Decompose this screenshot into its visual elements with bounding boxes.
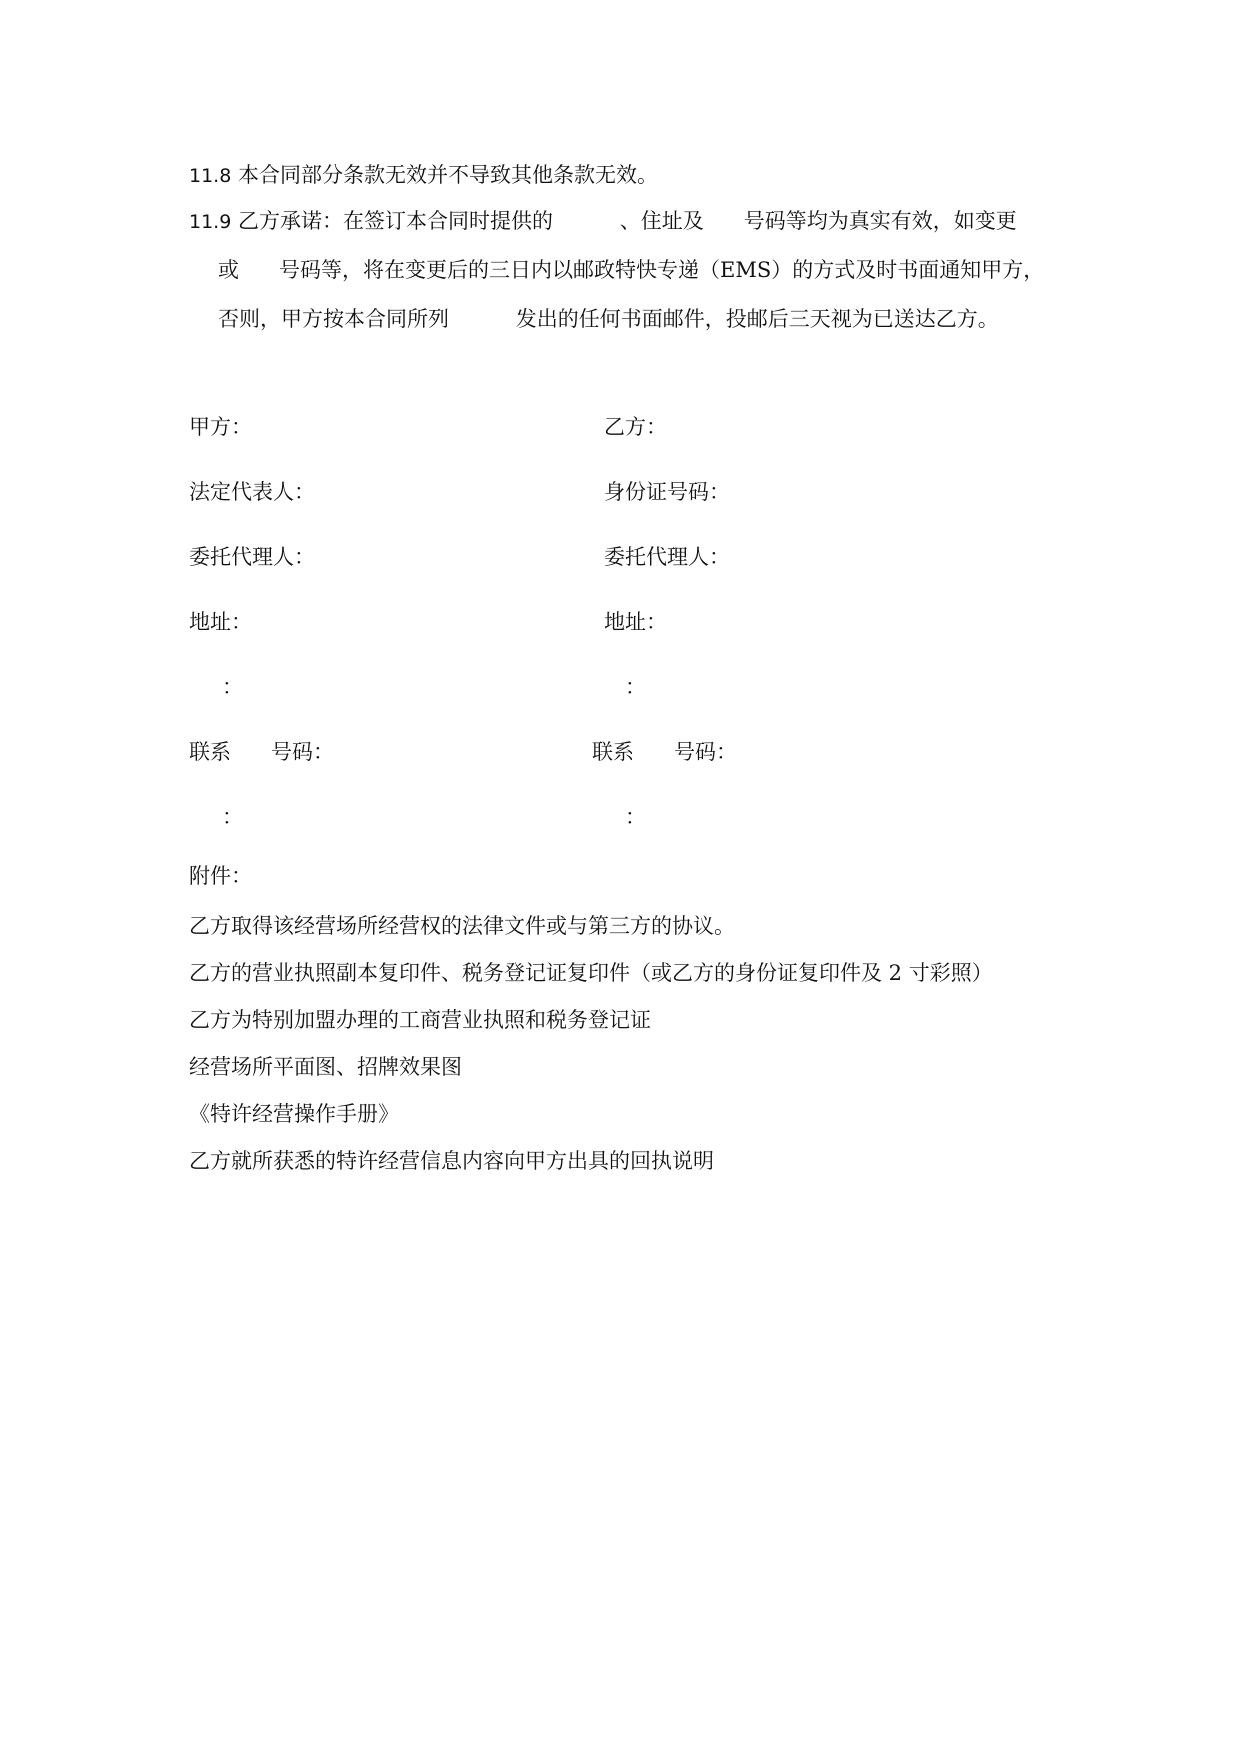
clause-number: 11.8 (189, 165, 232, 187)
legal-representative-label: 法定代表人： (189, 480, 315, 504)
agent-b-label: 委托代理人： (604, 545, 730, 569)
id-number-label: 身份证号码： (604, 480, 730, 504)
clause-text: 乙方承诺：在签订本合同时提供的 、住址及 号码等均为真实有效，如变更 (231, 209, 1017, 233)
blank-label-b-1: ： (625, 675, 646, 699)
contact-b-label: 联系 号码： (592, 740, 738, 764)
attachments-heading: 附件： (189, 864, 252, 888)
clause-11-8 (189, 160, 658, 191)
party-a-label: 甲方： (189, 415, 252, 439)
clause-11-9-line-2: 或 号码等，将在变更后的三日内以邮政特快专递（EMS）的方式及时书面通知甲方， (218, 258, 1045, 282)
clause-11-9-line-3: 否则，甲方按本合同所列 发出的任何书面邮件，投邮后三天视为已送达乙方。 (218, 307, 999, 331)
blank-label-b-2: ： (625, 805, 646, 829)
party-b-label: 乙方： (604, 415, 667, 439)
attachment-item: 经营场所平面图、招牌效果图 (189, 1055, 462, 1079)
blank-label-a-2: ： (222, 805, 243, 829)
clause-11-9-line-1 (189, 206, 1017, 237)
clause-number: 11.9 (189, 211, 232, 233)
attachment-item: 乙方的营业执照副本复印件、税务登记证复印件（或乙方的身份证复印件及 2 寸彩照） (189, 961, 993, 985)
blank-label-a-1: ： (222, 675, 243, 699)
clause-text: 本合同部分条款无效并不导致其他条款无效。 (231, 163, 658, 187)
address-b-label: 地址： (604, 610, 667, 634)
attachment-item: 乙方就所获悉的特许经营信息内容向甲方出具的回执说明 (189, 1149, 714, 1173)
attachment-item: 《特许经营操作手册》 (189, 1102, 399, 1126)
contact-a-label: 联系 号码： (189, 740, 335, 764)
attachment-item: 乙方取得该经营场所经营权的法律文件或与第三方的协议。 (189, 914, 735, 938)
attachment-item: 乙方为特别加盟办理的工商营业执照和税务登记证 (189, 1008, 651, 1032)
address-a-label: 地址： (189, 610, 252, 634)
agent-a-label: 委托代理人： (189, 545, 315, 569)
